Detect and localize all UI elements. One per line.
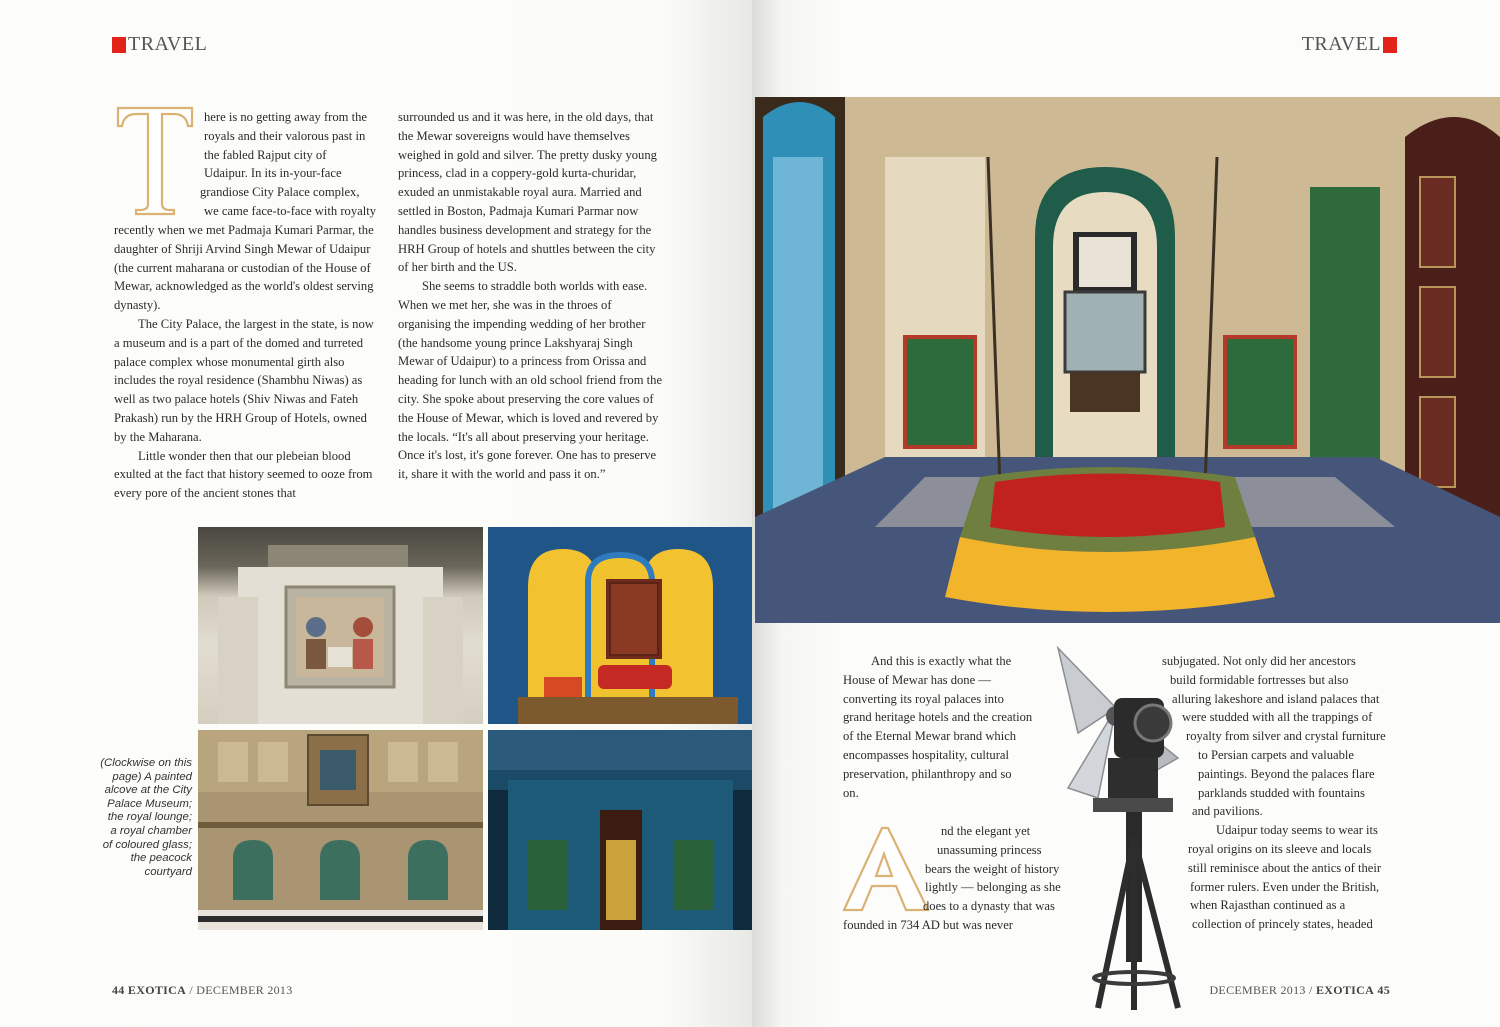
text-line: still reminisce about the antics of their — [1188, 860, 1382, 875]
dropcap-t — [116, 104, 194, 216]
issue-date: DECEMBER 2013 / — [1209, 983, 1313, 997]
text-line: House of Mewar has done — — [843, 672, 991, 687]
red-square-marker — [1383, 37, 1397, 53]
text-line: grandiose City Palace complex, — [200, 185, 360, 200]
text-line: and pavilions. — [1192, 804, 1263, 819]
page-number: 45 — [1377, 983, 1390, 997]
section-label-text: TRAVEL — [1301, 33, 1381, 55]
photo-painted-alcove — [198, 527, 483, 724]
text-line: the fabled Rajput city of — [204, 147, 327, 162]
text-line: royal origins on its sleeve and locals — [1188, 841, 1372, 856]
text-line: grand heritage hotels and the creation — [843, 710, 1033, 725]
text-line: former rulers. Even under the British, — [1190, 879, 1380, 894]
chamber-illustration — [755, 97, 1500, 623]
text-line: And this is exactly what the — [871, 654, 1012, 668]
red-square-marker — [112, 37, 126, 53]
article-column-1 — [114, 221, 380, 503]
photo-royal-lounge — [488, 527, 752, 724]
paragraph: She seems to straddle both worlds with ease. When we met her, she was in the throes of organising the impending wedding of her brother (the handsome young prince Lakshyaraj Singh Mewar of Udaipur) to a princess from Orissa and heading for lunch with an old school friend from the city. She spoke about preserving the core values of the House of Mewar, which is loved and revered by the locals. “It's all about preserving your heritage. Once it's lost, it's gone forever. One has to preserve it, share it with the world and pass it on.” — [398, 279, 663, 482]
lounge-illustration — [488, 527, 752, 724]
right-column-2 — [1162, 652, 1402, 934]
text-line: royalty from silver and crystal furniture — [1186, 729, 1386, 744]
text-line: of the Eternal Mewar brand which — [843, 729, 1017, 744]
text-line: collection of princely states, headed — [1192, 917, 1373, 932]
dropcap-wrap-lines — [200, 108, 382, 221]
footer-right — [1209, 983, 1390, 998]
text-line: subjugated. Not only did her ancestors — [1162, 654, 1356, 668]
text-line: on. — [843, 785, 859, 800]
text-line: encompasses hospitality, cultural — [843, 747, 1010, 762]
text-line: parklands studded with fountains — [1198, 785, 1365, 800]
text-line: does to a dynasty that was — [923, 899, 1055, 914]
article-column-2 — [398, 108, 664, 484]
text-line: unassuming princess — [937, 842, 1042, 857]
paragraph: The City Palace, the largest in the state, is now a museum and is a part of the domed and turreted palace complex whose monumental girth also includes the royal residence (Shambhu Niwas) as well as two palace hotels (Shiv Niwas and Fateh Prakash) run by the HRH Group of Hotels, owned by the Maharana. — [114, 316, 374, 444]
courtyard-illustration — [198, 730, 483, 930]
photo-coloured-glass-chamber — [488, 730, 752, 930]
text-line: Udaipur. In its in-your-face — [204, 166, 342, 181]
text-line: Udaipur today seems to wear its — [1216, 823, 1378, 838]
paragraph: Little wonder then that our plebeian blood exulted at the fact that history seemed to ooze from every pore of the ancient stones that — [114, 448, 373, 501]
text-line: here is no getting away from the — [204, 110, 367, 124]
right-column-1 — [843, 652, 1043, 802]
alcove-illustration — [198, 527, 483, 724]
paragraph: surrounded us and it was here, in the old days, that the Mewar sovereigns would have themselves weighed in gold and silver. The pretty dusky young princess, clad in a coppery-gold kurta-churidar, exuded an unmistakable royal aura. Married and settled in Boston, Padmaja Kumari Parmar now handles business development and strategy for the HRH Group of hotels and shuttles between the city of her birth and the US. — [398, 110, 657, 275]
glass-chamber-illustration — [488, 730, 752, 930]
text-line: royals and their valorous past in — [204, 128, 366, 143]
text-line: preservation, philanthropy and so — [843, 766, 1012, 781]
text-line: bears the weight of history — [925, 861, 1060, 876]
text-line: paintings. Beyond the palaces flare — [1198, 766, 1375, 781]
text-line: when Rajasthan continued as a — [1190, 898, 1346, 913]
section-label-text: TRAVEL — [128, 33, 208, 55]
text-line: to Persian carpets and valuable — [1198, 747, 1354, 762]
issue-date: / DECEMBER 2013 — [189, 983, 293, 997]
photo-peacock-courtyard — [198, 730, 483, 930]
magazine-brand: EXOTICA — [127, 983, 187, 997]
photo-caption: (Clockwise on this page) A painted alcove at the City Palace Museum; the royal lounge; a royal chamber of coloured glass; the peacock courtyard — [100, 757, 192, 878]
footer-left — [112, 983, 293, 998]
text-line: we came face-to-face with royalty — [204, 203, 377, 218]
text-line: nd the elegant yet — [941, 824, 1031, 838]
page-number: 44 — [112, 983, 125, 997]
magazine-brand: EXOTICA — [1315, 983, 1375, 997]
text-line: lightly — belonging as she — [925, 880, 1061, 895]
text-line: alluring lakeshore and island palaces that — [1172, 691, 1380, 706]
text-line: founded in 734 AD but was never — [843, 917, 1013, 932]
text-line: were studded with all the trappings of — [1182, 710, 1373, 725]
photo-royal-chamber-swing — [755, 97, 1500, 623]
text-line: build formidable fortresses but also — [1170, 672, 1349, 687]
text-line: converting its royal palaces into — [843, 691, 1004, 706]
paragraph: recently when we met Padmaja Kumari Parmar, the daughter of Shriji Arvind Singh Mewar of Udaipur (the current maharana or custodian of the House of Mewar, acknowledged as the world's oldest serving dynasty). — [114, 223, 374, 313]
section-label-right — [1302, 33, 1397, 56]
section-label-left — [112, 33, 207, 56]
